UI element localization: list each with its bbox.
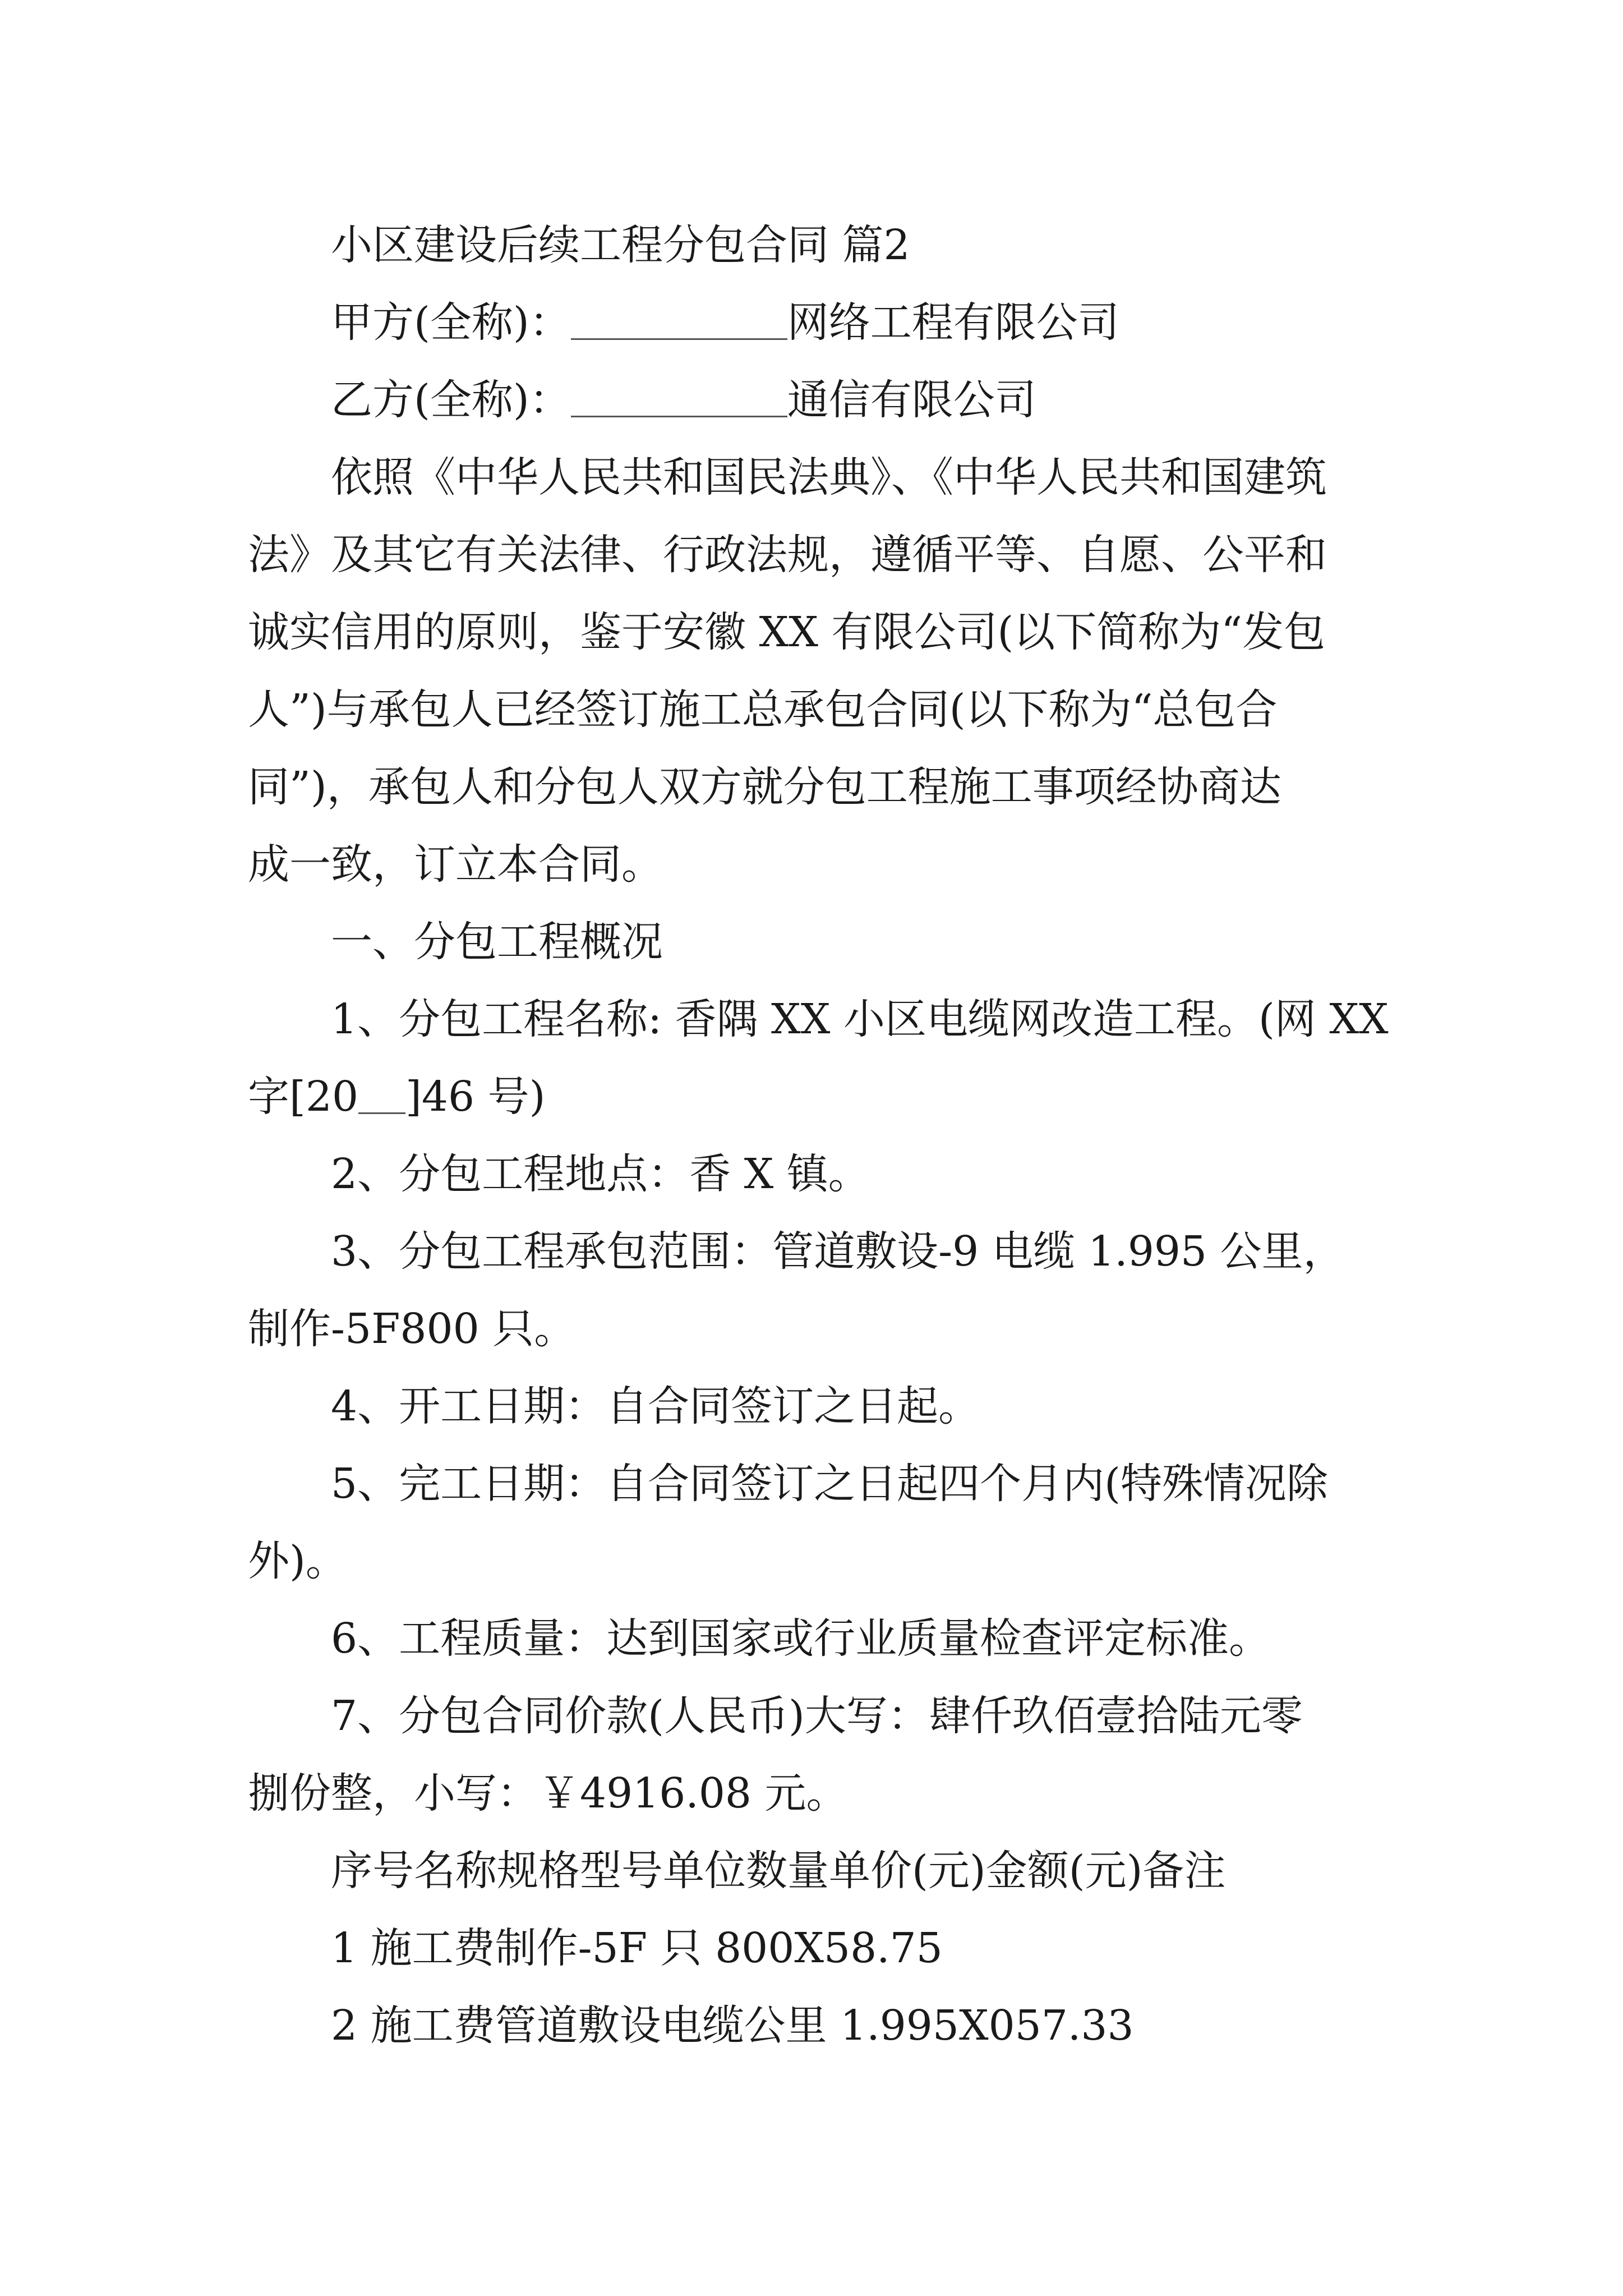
item-4: 4、开工日期：自合同签订之日起。 bbox=[331, 1382, 980, 1430]
item-2: 2、分包工程地点：香 X 镇。 bbox=[331, 1150, 870, 1198]
table-row: 2 施工费管道敷设电缆公里 1.995X057.33 bbox=[331, 2001, 1134, 2050]
intro-line-3: 诚实信用的原则，鉴于安徽 XX 有限公司(以下简称为“发包 bbox=[248, 608, 1326, 656]
table-row: 1 施工费制作-5F 只 800X58.75 bbox=[331, 1924, 943, 1972]
intro-line-5: 同”)，承包人和分包人双方就分包工程施工事项经协商达 bbox=[248, 763, 1281, 811]
item-7-line-2: 捌份整，小写：￥4916.08 元。 bbox=[248, 1769, 848, 1818]
item-1-ref-b: ]46 号) bbox=[405, 1073, 546, 1121]
party-b-name: 通信有限公司 bbox=[787, 376, 1036, 424]
party-a-label: 甲方(全称)： bbox=[331, 298, 571, 347]
party-a-name: 网络工程有限公司 bbox=[787, 298, 1119, 347]
item-3-line-2: 制作-5F800 只。 bbox=[248, 1305, 576, 1353]
party-b-blank bbox=[571, 374, 787, 417]
intro-line-6: 成一致，订立本合同。 bbox=[248, 840, 663, 889]
item-1-line-1: 1、分包工程名称: 香隅 XX 小区电缆网改造工程。(网 XX bbox=[331, 995, 1389, 1043]
section-heading: 一、分包工程概况 bbox=[331, 918, 663, 966]
item-1-ref-a: 字[20 bbox=[248, 1073, 359, 1121]
item-5-line-2: 外)。 bbox=[248, 1537, 347, 1585]
party-b-label: 乙方(全称)： bbox=[331, 376, 571, 424]
party-b-line bbox=[248, 361, 1381, 439]
party-a-line bbox=[248, 284, 1381, 361]
item-1-line-2 bbox=[248, 1058, 1381, 1135]
party-a-blank bbox=[571, 297, 787, 340]
document-title: 小区建设后续工程分包合同 篇2 bbox=[331, 221, 910, 269]
intro-line-2: 法》及其它有关法律、行政法规，遵循平等、自愿、公平和 bbox=[248, 531, 1327, 579]
item-5-line-1: 5、完工日期：自合同签订之日起四个月内(特殊情况除 bbox=[331, 1460, 1328, 1508]
document-body bbox=[248, 206, 1389, 2064]
item-1-year-blank bbox=[358, 1071, 405, 1114]
item-6: 6、工程质量：达到国家或行业质量检查评定标准。 bbox=[331, 1614, 1271, 1663]
item-7-line-1: 7、分包合同价款(人民币)大写：肆仟玖佰壹拾陆元零 bbox=[331, 1692, 1303, 1740]
item-3-line-1: 3、分包工程承包范围：管道敷设-9 电缆 1.995 公里， bbox=[331, 1227, 1345, 1276]
intro-line-4: 人”)与承包人已经签订施工总承包合同(以下称为“总包合 bbox=[248, 685, 1278, 734]
intro-line-1: 依照《中华人民共和国民法典》、《中华人民共和国建筑 bbox=[331, 453, 1327, 501]
table-header: 序号名称规格型号单位数量单价(元)金额(元)备注 bbox=[331, 1847, 1226, 1895]
